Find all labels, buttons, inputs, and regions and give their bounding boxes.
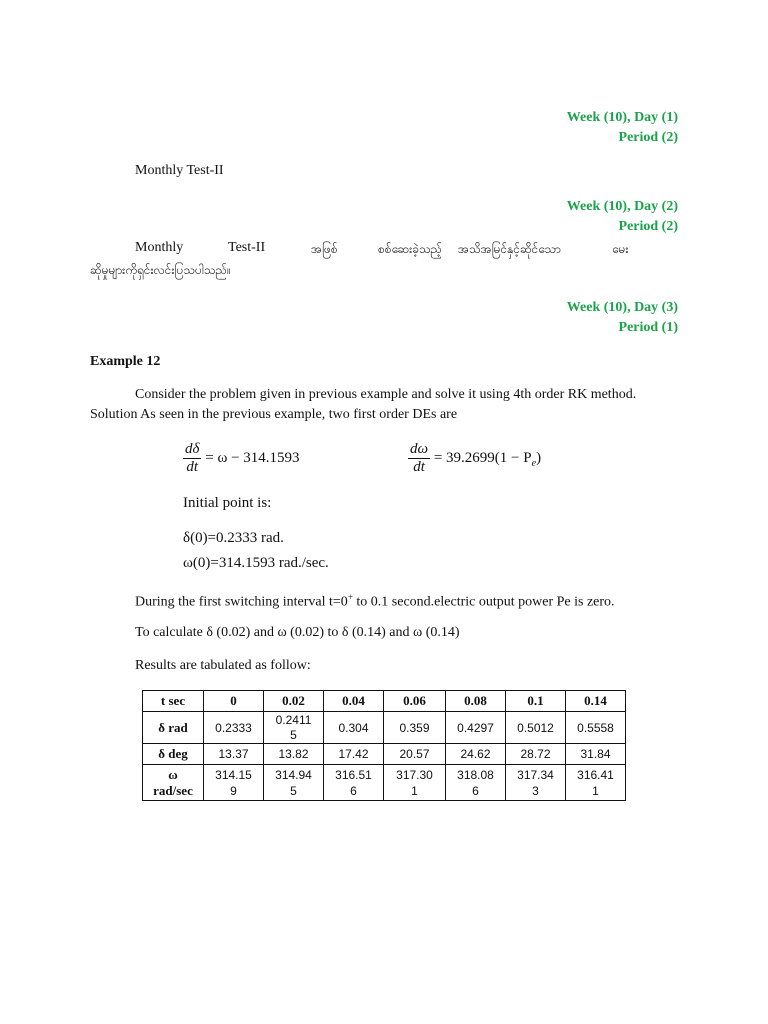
table-row xyxy=(143,765,626,801)
eq2-subscript: e xyxy=(531,457,537,469)
cell-line: 314.15 xyxy=(215,767,252,782)
cell-line: 1 xyxy=(592,783,599,798)
burmese-word-4: စစ်ဆေးခဲ့သည့် xyxy=(378,242,443,256)
table-cell xyxy=(566,712,626,744)
table-cell xyxy=(506,765,566,801)
table-cell xyxy=(384,744,446,765)
cell-line: 5 xyxy=(290,727,297,742)
cell-line: 316.41 xyxy=(577,767,614,782)
header-cell: 0.06 xyxy=(384,691,446,712)
results-table xyxy=(142,690,626,801)
cell-line: 0.359 xyxy=(399,720,430,735)
cell-line: 6 xyxy=(472,783,479,798)
eq1-numerator: dδ xyxy=(185,441,200,457)
cell-line: 0.5012 xyxy=(517,720,554,735)
cell-line: 20.57 xyxy=(399,747,430,761)
table-cell xyxy=(566,765,626,801)
eq1-denominator: dt xyxy=(186,459,199,475)
week-label-1: Week (10), Day (1) xyxy=(566,110,678,125)
monthly-test-title: Monthly Test-II xyxy=(135,163,224,178)
eq1-rhs: = ω − 314.1593 xyxy=(205,449,300,466)
header-cell: 0 xyxy=(204,691,264,712)
table-header-row xyxy=(143,691,626,712)
paragraph-problem: Consider the problem given in previous example and solve it using 4th order RK method. xyxy=(135,387,637,402)
cell-line: 31.84 xyxy=(580,747,611,761)
cell-line: 0.2411 xyxy=(275,712,312,727)
cell-line: 13.37 xyxy=(218,747,249,761)
eq2-close: ) xyxy=(536,449,542,466)
table-cell xyxy=(264,712,324,744)
cell-line: 0.5558 xyxy=(577,720,614,735)
calculate-text: To calculate δ (0.02) and ω (0.02) to δ (0.14) and ω (0.14) xyxy=(135,625,460,640)
initial-point-label: Initial point is: xyxy=(183,495,272,511)
table-cell xyxy=(384,712,446,744)
header-cell: 0.02 xyxy=(264,691,324,712)
table-cell xyxy=(446,744,506,765)
switching-post: to 0.1 second.electric output power Pe is zero. xyxy=(352,594,615,610)
burmese-word-monthly: Monthly xyxy=(135,240,184,255)
cell-line: 28.72 xyxy=(520,747,551,761)
eq2-numerator: dω xyxy=(410,441,429,457)
cell-line: 24.62 xyxy=(460,747,491,761)
cell-line: 13.82 xyxy=(278,747,309,761)
cell-line: 9 xyxy=(230,783,237,798)
example-title: Example 12 xyxy=(90,354,161,369)
header-cell: 0.14 xyxy=(566,691,626,712)
cell-line: 0.4297 xyxy=(457,720,494,735)
switching-interval-text xyxy=(135,592,615,611)
cell-line: 318.08 xyxy=(457,767,494,782)
row-label-line: rad/sec xyxy=(153,782,193,798)
table-cell xyxy=(384,765,446,801)
table-cell xyxy=(506,712,566,744)
table-cell xyxy=(204,765,264,801)
table-cell xyxy=(204,744,264,765)
table-cell xyxy=(566,744,626,765)
cell-line: 316.51 xyxy=(335,767,372,782)
switching-pre: During the first switching interval t=0 xyxy=(135,594,348,610)
table-cell xyxy=(446,765,506,801)
header-cell: 0.1 xyxy=(506,691,566,712)
paragraph-solution: Solution As seen in the previous example, two first order DEs are xyxy=(90,407,458,422)
switching-sup: + xyxy=(347,592,353,602)
table-row xyxy=(143,712,626,744)
cell-line: 0.304 xyxy=(338,720,369,735)
header-cell: 0.08 xyxy=(446,691,506,712)
eq2-rhs: = 39.2699(1 − P xyxy=(433,449,532,466)
cell-line: 6 xyxy=(350,783,357,798)
cell-line: 317.30 xyxy=(396,767,433,782)
table-cell xyxy=(506,744,566,765)
cell-line: 3 xyxy=(532,783,539,798)
table-cell xyxy=(324,765,384,801)
burmese-word-6: မေး xyxy=(612,242,629,256)
burmese-line-2: ဆိုမှုများကိုရှင်းလင်းပြသပါသည်။ xyxy=(90,263,231,277)
table-cell xyxy=(204,712,264,744)
row-label: δ deg xyxy=(143,744,204,765)
cell-line: 17.42 xyxy=(338,747,369,761)
equation-domega xyxy=(408,441,541,476)
table-cell xyxy=(264,765,324,801)
row-label xyxy=(143,765,204,801)
period-label-3: Period (1) xyxy=(618,320,678,335)
week-label-3: Week (10), Day (3) xyxy=(566,300,678,315)
table-row xyxy=(143,744,626,765)
period-label-1: Period (2) xyxy=(618,130,678,145)
cell-line: 0.2333 xyxy=(215,720,252,735)
table-cell xyxy=(324,744,384,765)
week-label-2: Week (10), Day (2) xyxy=(566,199,678,214)
results-intro: Results are tabulated as follow: xyxy=(135,658,311,673)
cell-line: 1 xyxy=(411,783,418,798)
burmese-word-3: အဖြစ် xyxy=(311,242,338,256)
burmese-word-test: Test-II xyxy=(228,240,266,255)
table-cell xyxy=(446,712,506,744)
table-cell xyxy=(324,712,384,744)
row-label-line: ω xyxy=(168,766,178,782)
table-cell xyxy=(264,744,324,765)
cell-line: 5 xyxy=(290,783,297,798)
cell-line: 314.94 xyxy=(275,767,312,782)
cell-line: 317.34 xyxy=(517,767,554,782)
initial-omega: ω(0)=314.1593 rad./sec. xyxy=(183,555,329,571)
initial-delta: δ(0)=0.2333 rad. xyxy=(183,530,284,546)
period-label-2: Period (2) xyxy=(618,219,678,234)
row-label: δ rad xyxy=(143,712,204,744)
burmese-word-5: အသိအမြင်နှင့်ဆိုင်သော xyxy=(458,242,561,256)
eq2-denominator: dt xyxy=(413,459,425,475)
header-cell: 0.04 xyxy=(324,691,384,712)
equation-ddelta xyxy=(183,441,300,476)
header-cell: t sec xyxy=(143,691,204,712)
